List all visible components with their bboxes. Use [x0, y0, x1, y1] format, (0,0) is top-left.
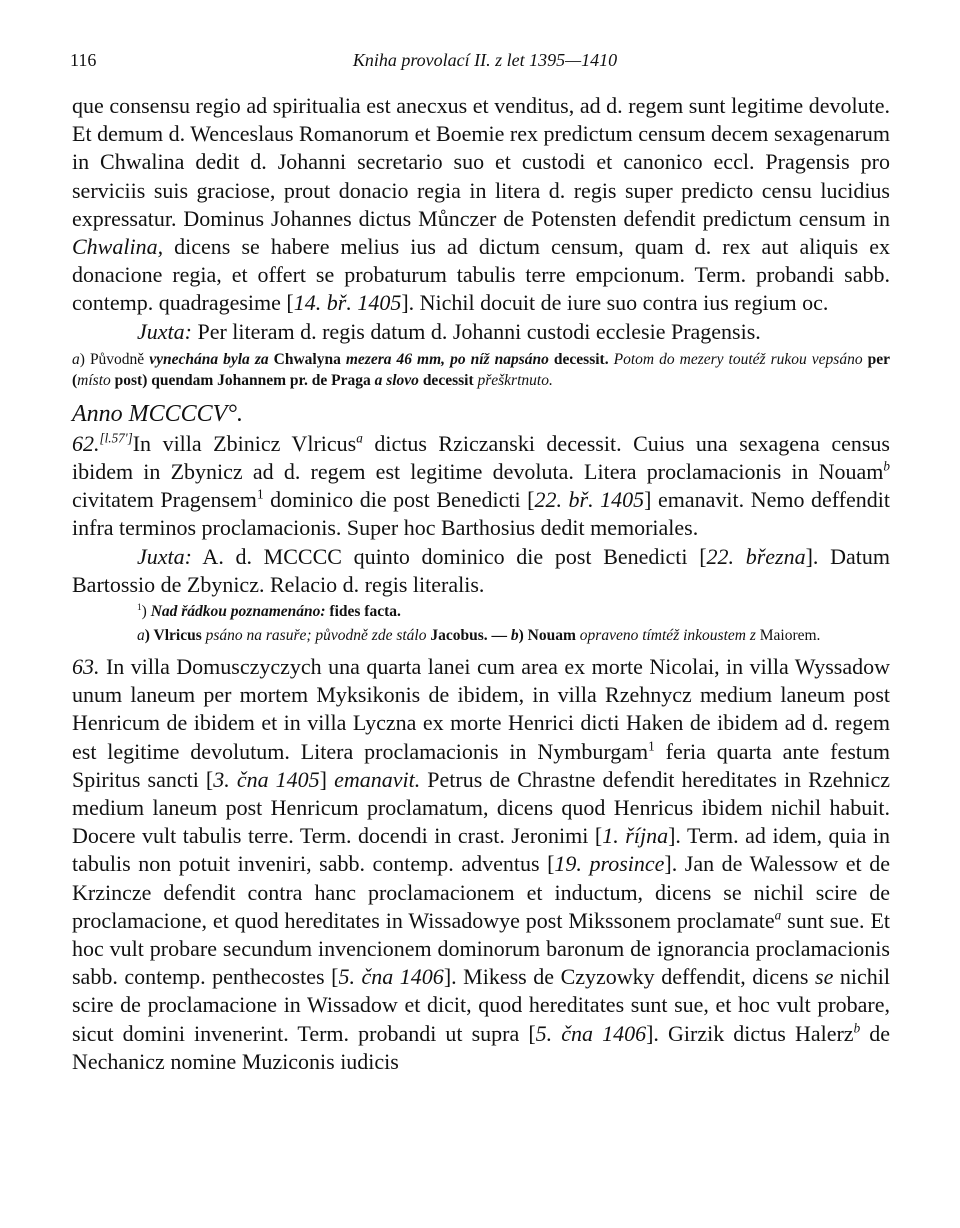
entry-62: 62.[l.57']In villa Zbinicz Vlricus$^a$ dictus Rziczanski decessit. Cuius una sexagena census ibidem in Zbynicz ad d. regem est legitime devoluta. Litera proclamacionis in Nouam$^b$ civitatem Pragensem$^1$ dominico die post Benedicti [22. bř. 1405] emanavit. Nemo deffendit infra terminos proclamacionis. Super hoc Barthosius dedit memoriales.	[72, 430, 891, 541]
paragraph-continuation: que consensu regio ad spiritualia est anecxus et venditus, ad d. regem sunt legitime devolute. Et demum d. Wenceslaus Romanorum et Boemie rex predictum censum decem sexagenarum in Chwalina dedit d. Johanni secretario suo et custodi et canonico eccl. Pragensis pro serviciis suis graciose, prout donacio regia in litera d. regis super predicto censu lucidius expressatur. Dominus Johannes dictus Můnczer de Potensten defendit predictum censum in Chwalina, dicens se habere melius ius ad dictum censum, quam d. rex aut aliquis ex donacione regia, et offert se probaturum tabulis terre empcionum. Term. probandi sabb. contemp. quadragesime [14. bř. 1405]. Nichil docuit de iure suo contra ius regium oc.	[72, 93, 890, 316]
footnote-a-1: a) Původně vynechána byla za Chwalyna mezera 46 mm, po níž napsáno decessit. Potom do mezery toutéž rukou vepsáno per (místo post) quendam Johannem pr. de Praga a slovo decessit přeškrtnuto.	[72, 350, 891, 389]
running-title: Kniha provolací II. z let 1395—1410	[352, 50, 618, 70]
footnote-a-b: a) Vlricus psáno na rasuře; původně zde stálo Jacobus. — b) Nouam opraveno tímtéž inkoustem z Maiorem.	[137, 627, 821, 645]
entry-63: 63. In villa Domusczyczych una quarta lanei cum area ex morte Nicolai, in villa Wyssadow unum laneum per mortem Myksikonis de ibidem, in villa Rzehnycz medium laneum post Henricum de ibidem et in villa Lyczna ex morte Henrici dicti Haken de ibidem ad d. regem est legitime devolutum. Litera proclamacionis in Nymburgam$^1$ feria quarta ante festum Spiritus sancti [3. čna 1405] emanavit. Petrus de Chrastne defendit hereditates in Rzehnicz medium laneum post Henricum proclamatum, dicens quod Henricus ibidem nichil habuit. Docere vult tabulis terre. Term. docendi in crast. Jeronimi [1. října]. Term. ad idem, quia in tabulis non potuit inveniri, sabb. contemp. adventus [19. prosince]. Jan de Walessow et de Krzincze defendit contra hanc proclamacionem et inductum, dicens se nichil scire de proclamacione, et quod hereditates in Wissadowye post Mikssonem proclamate$^a$ sunt sue. Et hoc vult probare secundum invencionem dominorum baronum de ignorancia proclamacionis sabb. contemp. penthecostes [5. čna 1406]. Mikess de Czyzowky deffendit, dicens se nichil scire de proclamacione in Wissadow et dicit, quod hereditates sunt sue, et hoc vult probare, sicut domini invenerint. Term. probandi ut supra [5. čna 1406]. Girzik dictus Halerz$^b$ de Nechanicz nomine Muziconis iudicis	[72, 654, 891, 1074]
page-header	[70, 50, 900, 74]
juxta-note-1: Juxta: Per literam d. regis datum d. Johanni custodi ecclesie Pragensis.	[137, 318, 761, 344]
footnote-1: $^1$) Nad řádkou poznamenáno: fides facta.	[137, 602, 401, 621]
section-heading-year: Anno MCCCCV°.	[72, 400, 243, 427]
page-number: 116	[70, 50, 97, 70]
main-text	[72, 92, 890, 1076]
juxta-note-2: Juxta: A. d. MCCCC quinto dominico die post Benedicti [22. března]. Datum Bartossio de Zbynicz. Relacio d. regis literalis.	[72, 543, 890, 597]
